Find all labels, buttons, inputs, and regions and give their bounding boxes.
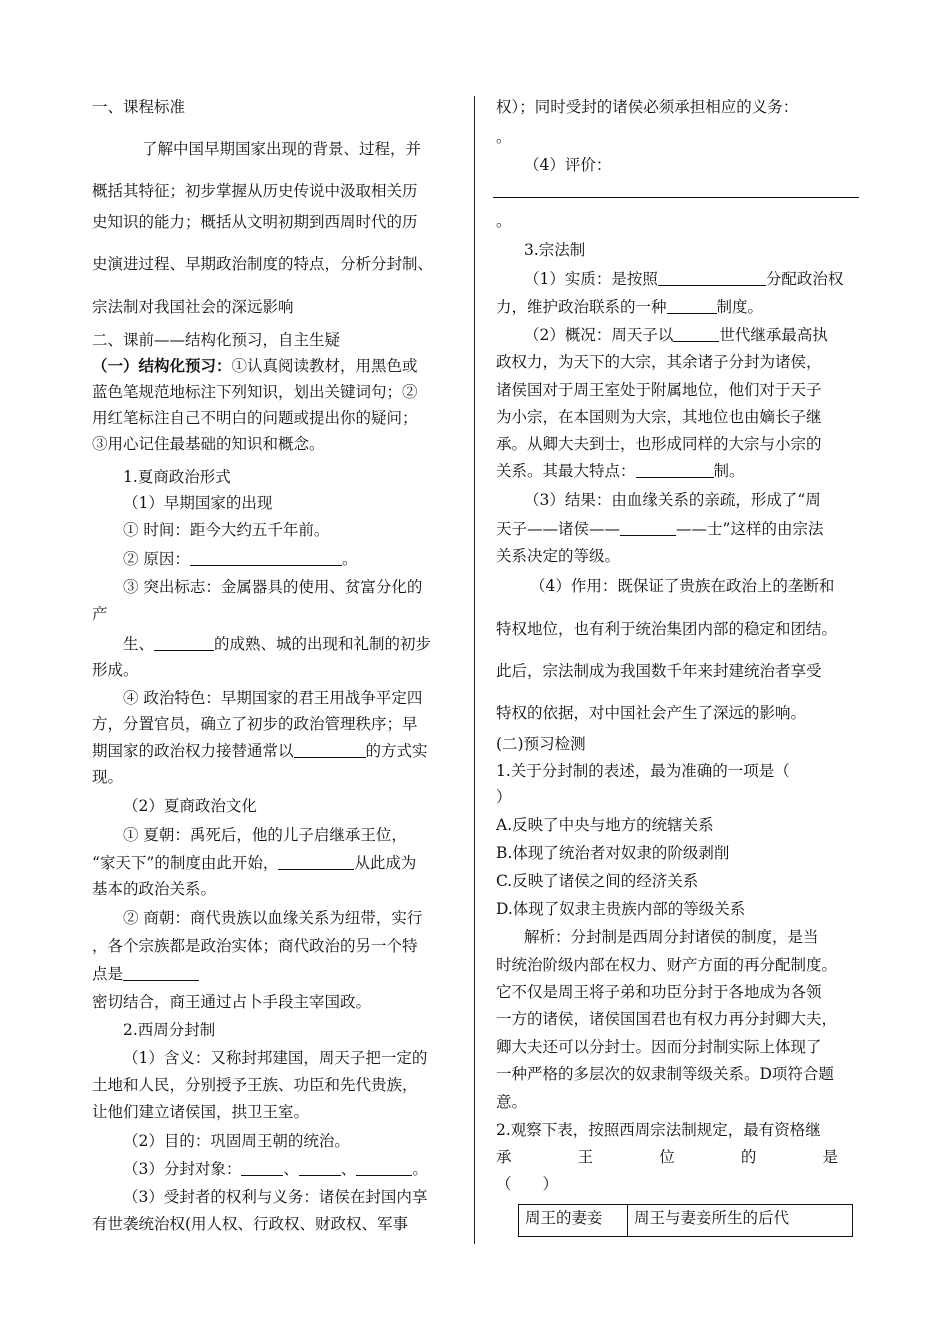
text-fenfeng-objects: （3）分封对象： 、 、 。 — [123, 1160, 428, 1178]
section-title-preview: 二、课前——结构化预习，自主生疑 — [92, 331, 341, 349]
text-xia: 基本的政治关系。 — [92, 880, 217, 898]
analysis-text: 它不仅是周王将子弟和功臣分封于各地成为各领 — [496, 983, 822, 1001]
text-evaluation: （4）评价： — [524, 156, 612, 174]
text-zongfa: （3）结果：由血缘关系的亲疏，形成了“周 — [524, 491, 821, 509]
blank-line — [673, 326, 719, 342]
blank-line — [299, 1160, 341, 1176]
question-1: 1.关于分封制的表述，最为准确的一项是（ — [496, 762, 790, 780]
blank-line — [620, 520, 676, 536]
text-zongfa: 天子——诸侯—— ——士”这样的由宗法 — [496, 520, 824, 538]
text-zongfa: 诸侯国对于周王室处于附属地位，他们对于天子 — [496, 381, 822, 399]
blank-line — [278, 854, 354, 870]
text-shang: ② 商朝：商代贵族以血缘关系为纽带，实行 — [123, 909, 423, 927]
analysis-text: 卿大夫还可以分封士。因而分封制实际上体现了 — [496, 1038, 822, 1056]
text-feature: 现。 — [92, 768, 124, 786]
blank-line — [190, 550, 342, 566]
text-xia: ① 夏朝：禹死后，他的儿子启继承王位， — [123, 826, 407, 844]
blank-line — [636, 462, 714, 478]
blank-line — [241, 1160, 283, 1176]
text-fenfeng-goal: （2）目的：巩固周王朝的统治。 — [123, 1132, 350, 1150]
preview-text: ①认真阅读教材，用黑色或 — [231, 357, 418, 375]
succession-table — [518, 1204, 853, 1237]
text-zongfa: 为小宗，在本国则为大宗，其地位也由嫡长子继 — [496, 408, 822, 426]
text-fenfeng-rights: 有世袭统治权(用人权、行政权、财政权、军事 — [92, 1215, 409, 1233]
standard-text: 了解中国早期国家出现的背景、过程，并 — [142, 140, 422, 158]
analysis-text: 一方的诸侯，诸侯国国君也有权力再分封卿大夫， — [496, 1010, 838, 1028]
blank-line — [294, 742, 366, 758]
text-fenfeng-rights: （3）受封者的权利与义务：诸侯在封国内享 — [123, 1188, 428, 1206]
text-zongfa: （1）实质：是按照 分配政治权 — [524, 270, 844, 288]
analysis-text: 时统治阶级内部在权力、财产方面的再分配制度。 — [496, 956, 838, 974]
blank-line — [667, 298, 717, 314]
option-c: C.反映了诸侯之间的经济关系 — [496, 872, 699, 890]
standard-text: 史知识的能力；概括从文明初期到西周时代的历 — [92, 213, 418, 231]
option-d: D.体现了奴隶主贵族内部的等级关系 — [496, 900, 746, 918]
preview-instructions — [92, 356, 418, 376]
text-feature: 方，分置官员，确立了初步的政治管理秩序；早 — [92, 715, 418, 733]
analysis-text: 一种严格的多层次的奴隶制等级关系。D项符合题 — [496, 1065, 834, 1083]
preview-text: 用红笔标注自己不明白的问题或提出你的疑问； — [92, 409, 418, 427]
heading-culture: （2）夏商政治文化 — [123, 797, 257, 815]
text-mark: 生、 的成熟、城的出现和礼制的初步 — [123, 635, 432, 653]
option-a: A.反映了中央与地方的统辖关系 — [496, 816, 714, 834]
heading-fenfeng: 2.西周分封制 — [123, 1021, 216, 1039]
heading-xia-shang: 1.夏商政治形式 — [123, 468, 231, 486]
text-fenfeng: （1）含义：又称封邦建国，周天子把一定的 — [123, 1049, 428, 1067]
heading-early-state: （1）早期国家的出现 — [123, 494, 273, 512]
text-rights-cont: 。 — [496, 128, 512, 146]
text-reason: ② 原因： 。 — [123, 550, 358, 568]
heading-check: (二)预习检测 — [496, 735, 586, 753]
analysis-text: 意。 — [496, 1093, 528, 1111]
preview-text: 蓝色笔规范地标注下列知识，划出关键词句；② — [92, 383, 418, 401]
column-divider — [474, 96, 475, 1244]
heading-zongfa: 3.宗法制 — [524, 241, 586, 259]
text-mark: 产 — [92, 605, 108, 623]
text-rights-cont: 权）；同时受封的诸侯必须承担相应的义务： — [496, 98, 799, 116]
table-row — [519, 1205, 853, 1237]
text-zongfa: 特权地位，也有利于统治集团内部的稳定和团结。 — [496, 620, 838, 638]
option-b: B.体现了统治者对奴隶的阶级剥削 — [496, 844, 730, 862]
text-zongfa: 此后，宗法制成为我国数千年来封建统治者享受 — [496, 662, 822, 680]
question-1: ） — [496, 788, 512, 806]
table-cell: 周王的妻妾 — [519, 1205, 628, 1237]
text-zongfa: 关系决定的等级。 — [496, 547, 621, 565]
text-zongfa: 关系。其最大特点： 制。 — [496, 462, 745, 480]
question-2-spread: 承 王 位 的 是 — [496, 1148, 838, 1166]
blank-line — [154, 635, 214, 651]
preview-text: ③用心记住最基础的知识和概念。 — [92, 435, 325, 453]
text-feature: 期国家的政治权力接替通常以 的方式实 — [92, 742, 428, 760]
preview-bold-label: （一）结构化预习： — [92, 356, 232, 375]
text-feature: ④ 政治特色：早期国家的君王用战争平定四 — [123, 689, 423, 707]
text-fenfeng: 土地和人民，分别授予王族、功臣和先代贵族， — [92, 1076, 418, 1094]
text-shang: 密切结合，商王通过占卜手段主宰国政。 — [92, 993, 372, 1011]
text-shang: ，各个宗族都是政治实体；商代政治的另一个特 — [92, 937, 418, 955]
blank-line — [356, 1160, 412, 1176]
text-time: ① 时间：距今大约五千年前。 — [123, 521, 330, 539]
section-title-course-standard: 一、课程标准 — [92, 98, 186, 116]
table-cell: 周王与妻妾所生的后代 — [628, 1205, 853, 1237]
question-2-answer-paren: （ ） — [496, 1175, 559, 1193]
analysis-text: 解析：分封制是西周分封诸侯的制度，是当 — [524, 928, 819, 946]
text-zongfa: 承。从卿大夫到士，也形成同样的大宗与小宗的 — [496, 435, 822, 453]
text-mark: ③ 突出标志：金属器具的使用、贫富分化的 — [123, 578, 423, 596]
question-2: 2.观察下表，按照西周宗法制规定，最有资格继 — [496, 1121, 821, 1139]
text-fenfeng: 让他们建立诸侯国，拱卫王室。 — [92, 1103, 310, 1121]
text-zongfa: 力，维护政治联系的一种 制度。 — [496, 298, 764, 316]
blank-line — [123, 965, 199, 981]
blank-line — [658, 270, 766, 286]
standard-text: 宗法制对我国社会的深远影响 — [92, 298, 294, 316]
answer-line — [493, 197, 859, 198]
text-zongfa: （4）作用：既保证了贵族在政治上的垄断和 — [530, 577, 835, 595]
text-zongfa: 特权的依据，对中国社会产生了深远的影响。 — [496, 704, 807, 722]
standard-text: 史演进过程、早期政治制度的特点，分析分封制、 — [92, 255, 434, 273]
text-zongfa: （2）概况：周天子以 世代继承最高执 — [524, 326, 828, 344]
text-zongfa: 政权力，为天下的大宗，其余诸子分封为诸侯， — [496, 353, 822, 371]
text-xia: “家天下”的制度由此开始， 从此成为 — [92, 854, 417, 872]
text-evaluation-end: 。 — [496, 212, 512, 230]
standard-text: 概括其特征；初步掌握从历史传说中汲取相关历 — [92, 182, 418, 200]
text-mark: 形成。 — [92, 661, 139, 679]
text-shang: 点是 — [92, 964, 199, 984]
